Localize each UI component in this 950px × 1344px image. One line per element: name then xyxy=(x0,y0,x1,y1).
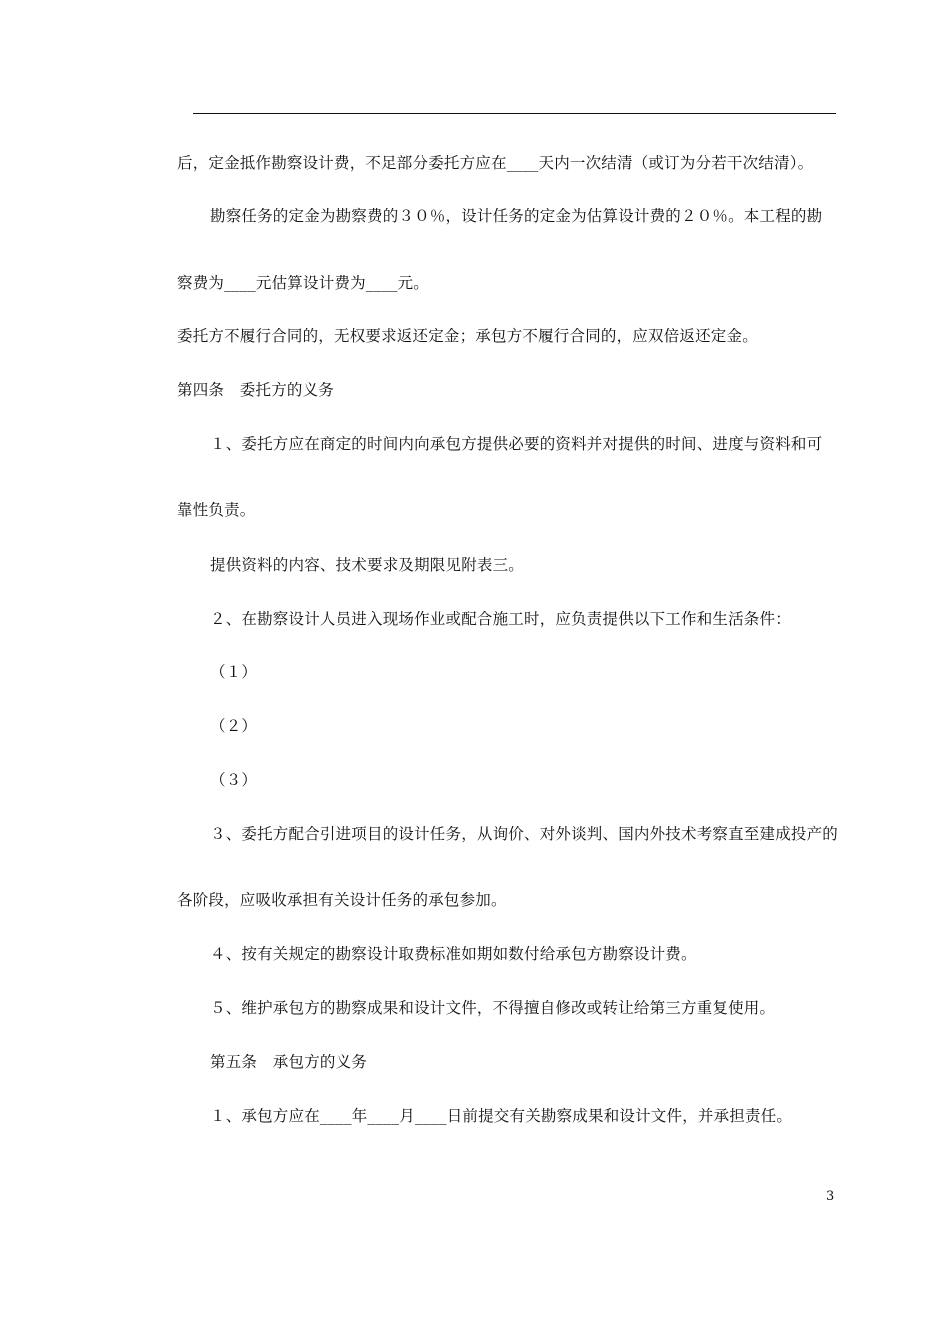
text-line-6: １、委托方应在商定的时间内向承包方提供必要的资料并对提供的时间、进度与资料和可 xyxy=(210,435,823,453)
list-item-2: （２） xyxy=(210,717,258,735)
text-line-1: 后，定金抵作勘察设计费，不足部分委托方应在____天内一次结清（或订为分若干次结清）。 xyxy=(177,154,814,172)
header-rule xyxy=(193,113,836,114)
text-line-15: ４、按有关规定的勘察设计取费标准如期如数付给承包方勘察设计费。 xyxy=(210,945,697,963)
page-number: 3 xyxy=(826,1189,835,1204)
text-line-14: 各阶段，应吸收承担有关设计任务的承包参加。 xyxy=(177,891,507,909)
article-4-heading: 第四条 委托方的义务 xyxy=(177,381,335,399)
text-line-13: ３、委托方配合引进项目的设计任务，从询价、对外谈判、国内外技术考察直至建成投产的 xyxy=(210,825,839,843)
text-line-4: 委托方不履行合同的，无权要求返还定金；承包方不履行合同的，应双倍返还定金。 xyxy=(177,327,758,345)
text-line-8: 提供资料的内容、技术要求及期限见附表三。 xyxy=(210,556,525,574)
article-5-heading: 第五条 承包方的义务 xyxy=(210,1053,368,1071)
list-item-3: （３） xyxy=(210,771,258,789)
text-line-9: ２、在勘察设计人员进入现场作业或配合施工时，应负责提供以下工作和生活条件： xyxy=(210,610,791,628)
text-line-18: １、承包方应在____年____月____日前提交有关勘察成果和设计文件，并承担责任。 xyxy=(210,1107,793,1125)
text-line-3: 察费为____元估算设计费为____元。 xyxy=(177,274,430,292)
text-line-16: ５、维护承包方的勘察成果和设计文件，不得擅自修改或转让给第三方重复使用。 xyxy=(210,999,776,1017)
text-line-2: 勘察任务的定金为勘察费的３０％，设计任务的定金为估算设计费的２０％。本工程的勘 xyxy=(210,207,823,225)
text-line-7: 靠性负责。 xyxy=(177,501,256,519)
list-item-1: （１） xyxy=(210,663,258,681)
